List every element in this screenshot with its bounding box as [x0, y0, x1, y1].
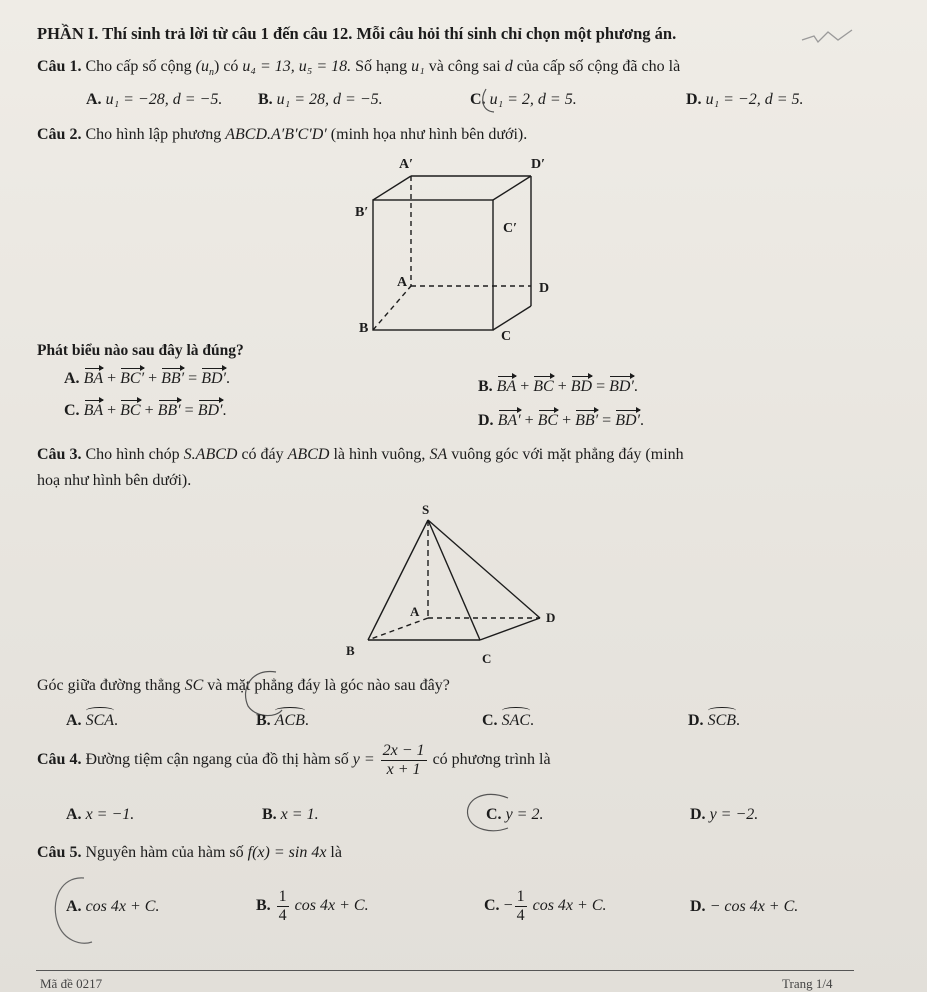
vector: BA′ — [497, 412, 521, 429]
option-letter: C. — [64, 402, 80, 419]
pyramid-figure — [340, 500, 580, 672]
angle-text: SCA — [85, 712, 115, 729]
vertex-d1: D′ — [531, 157, 546, 172]
option-letter: B. — [258, 91, 273, 108]
question-3-solid-name: S.ABCD — [183, 446, 238, 463]
vector: BD′ — [609, 378, 634, 395]
question-1-sequence: (u — [195, 58, 209, 75]
edge-sd — [428, 520, 540, 618]
option-text: cos 4x + C. — [85, 898, 160, 915]
vector: BB′ — [161, 370, 185, 387]
question-3-line2: hoạ như hình bên dưới). — [37, 472, 192, 489]
option-letter: D. — [686, 91, 702, 108]
option-letter: C. — [482, 712, 498, 729]
question-4-fn-lhs: y = — [352, 751, 375, 769]
vector: BC — [120, 402, 141, 419]
vector: BD′ — [615, 412, 641, 429]
question-5-option-a[interactable] — [66, 898, 159, 916]
question-5 — [37, 844, 342, 862]
question-2-label: Câu 2. — [37, 126, 82, 143]
question-2-text: Cho hình lập phương — [85, 126, 222, 143]
option-text: cos 4x + C. — [294, 897, 369, 915]
question-1-text: Cho cấp số cộng — [85, 58, 192, 75]
question-3-text-c: là hình vuông, — [333, 446, 426, 463]
cube-figure — [355, 154, 575, 344]
edge-sc — [428, 520, 480, 640]
vector: BD′ — [197, 402, 223, 419]
question-4-label: Câu 4. — [37, 751, 82, 769]
option-letter: D. — [478, 412, 494, 429]
option-text: − cos 4x + C. — [709, 898, 799, 915]
question-2-option-d[interactable]: D. BA′ + BC + BB′ = BD′. — [478, 412, 645, 429]
option-text: y = −2. — [709, 806, 759, 823]
question-2-text-b: (minh họa như hình bên dưới). — [330, 126, 528, 143]
question-4-option-a[interactable] — [66, 806, 134, 824]
vector: BA — [496, 378, 517, 395]
option-letter: A. — [64, 370, 80, 387]
question-4-text-b: có phương trình là — [432, 751, 551, 769]
option-letter: A. — [66, 712, 82, 729]
option-text: u₁ = 2, d = 5. — [489, 91, 577, 108]
question-2-option-b[interactable]: B. BA + BC + BD = BD′. — [478, 378, 638, 395]
option-fraction — [277, 888, 289, 925]
question-5-text: Nguyên hàm của hàm số — [85, 844, 244, 861]
option-letter: D. — [688, 712, 704, 729]
vector: BD — [570, 378, 593, 395]
option-letter: C. — [486, 806, 502, 823]
cube-edge-b1a1 — [373, 176, 411, 200]
question-1-text-c: Số hạng — [355, 58, 408, 75]
question-2-prompt: Phát biểu nào sau đây là đúng? — [37, 342, 244, 359]
fraction-numerator: 1 — [516, 888, 525, 905]
option-text: y = 2. — [505, 806, 544, 823]
option-letter: C. — [484, 897, 500, 915]
question-3-text-b: có đáy — [241, 446, 284, 463]
fraction-denominator: 4 — [516, 907, 525, 924]
question-1-text-b: ) có — [213, 58, 239, 75]
question-2-solid-name: ABCD.A′B′C′D′ — [225, 126, 327, 143]
question-3-prompt-b: và mặt phẳng đáy là góc nào sau đây? — [207, 677, 450, 694]
question-3 — [37, 446, 684, 464]
question-3-prompt — [37, 677, 450, 695]
option-letter: C. — [470, 91, 486, 108]
fraction-numerator: 2x − 1 — [382, 742, 425, 759]
question-3-option-a[interactable]: A. SCA. — [66, 712, 119, 729]
option-text: cos 4x + C. — [532, 897, 607, 915]
vertex-d: D — [539, 281, 550, 296]
question-4-option-b[interactable] — [262, 806, 319, 824]
question-4-option-d[interactable] — [690, 806, 758, 824]
option-text: u₁ = −28, d = −5. — [105, 91, 223, 108]
footer-rule — [36, 970, 854, 971]
question-3-label: Câu 3. — [37, 446, 82, 463]
option-letter: D. — [690, 806, 706, 823]
vertex-c: C — [482, 651, 492, 666]
option-letter: B. — [256, 897, 271, 915]
question-1-given: u₄ = 13, u₅ = 18. — [242, 58, 352, 75]
option-letter: A. — [86, 91, 102, 108]
vector: BA — [83, 402, 104, 419]
question-5-option-c[interactable] — [484, 888, 607, 925]
question-4-text: Đường tiệm cận ngang của đồ thị hàm số — [85, 751, 349, 769]
option-letter: A. — [66, 898, 82, 915]
question-1-text-e: của cấp số cộng đã cho là — [516, 58, 681, 75]
vector: BC — [533, 378, 554, 395]
question-1-u1: u₁ — [411, 58, 425, 75]
question-1-option-a[interactable] — [86, 91, 222, 109]
question-2 — [37, 126, 527, 144]
vertex-a1: A′ — [399, 157, 414, 172]
section-header: PHẦN I. Thí sinh trả lời từ câu 1 đến câu 12. Mỗi câu hỏi thí sinh chỉ chọn một phương án. — [37, 24, 677, 43]
scribble-mark — [798, 26, 858, 46]
question-4-option-c[interactable] — [486, 806, 543, 824]
question-1-text-d: và công sai — [428, 58, 501, 75]
vertex-b: B — [359, 321, 369, 336]
vertex-a: A — [410, 604, 420, 619]
cube-front-face — [373, 200, 493, 330]
option-letter: B. — [262, 806, 277, 823]
question-2-option-a[interactable]: A. BA + BC′ + BB′ = BD′. — [64, 370, 231, 387]
question-1-option-b[interactable] — [258, 91, 383, 109]
question-3-text: Cho hình chóp — [85, 446, 180, 463]
option-text: x = −1. — [85, 806, 135, 823]
fraction-denominator: 4 — [278, 907, 287, 924]
question-5-label: Câu 5. — [37, 844, 82, 861]
question-1 — [37, 58, 680, 78]
question-5-fn: f(x) = sin 4x — [247, 844, 327, 861]
option-letter: A. — [66, 806, 82, 823]
question-3-base: ABCD — [287, 446, 330, 463]
vertex-c1: C′ — [503, 221, 518, 236]
angle-text: SCB — [707, 712, 737, 729]
vertex-s: S — [422, 502, 430, 517]
question-1-option-d[interactable] — [686, 91, 804, 109]
fraction-denominator: x + 1 — [386, 761, 421, 778]
option-text: u₁ = 28, d = −5. — [276, 91, 383, 108]
angle-text: SAC — [501, 712, 531, 729]
vertex-b: B — [346, 643, 355, 658]
cube-edge-cd — [493, 306, 531, 330]
footer-page-number: Trang 1/4 — [782, 976, 833, 991]
option-letter: D. — [690, 898, 706, 915]
option-letter: B. — [256, 712, 271, 729]
question-1-label: Câu 1. — [37, 58, 82, 75]
question-3-option-b[interactable]: B. ACB. — [256, 712, 309, 729]
option-text: u₁ = −2, d = 5. — [705, 91, 804, 108]
vector: BA — [83, 370, 104, 387]
vector: BB′ — [575, 412, 599, 429]
vector: BC — [537, 412, 559, 429]
question-1-option-c[interactable] — [470, 91, 577, 109]
vertex-d: D — [546, 610, 556, 625]
question-1-d: d — [504, 58, 513, 75]
edge-cd — [480, 618, 540, 640]
question-2-option-c[interactable]: C. BA + BC + BB′ = BD′. — [64, 402, 227, 419]
option-text: x = 1. — [280, 806, 319, 823]
question-5-text-b: là — [330, 844, 342, 861]
question-3-sc: SC — [184, 677, 204, 694]
vector: BC′ — [120, 370, 145, 387]
question-4 — [37, 742, 551, 779]
vector: BB′ — [157, 402, 181, 419]
question-4-fraction — [381, 742, 427, 779]
vertex-b1: B′ — [355, 205, 369, 220]
vertex-c: C — [501, 329, 512, 344]
question-5-option-d[interactable] — [690, 898, 798, 916]
vertex-a: A — [397, 275, 408, 290]
cube-edge-c1d1 — [493, 176, 531, 200]
question-3-option-d[interactable]: D. SCB. — [688, 712, 741, 729]
question-1-sequence-sub: n — [208, 67, 214, 79]
question-3-text-d: vuông góc với mặt phẳng đáy (minh — [451, 446, 684, 463]
vector: BD′ — [201, 370, 227, 387]
question-3-sa: SA — [429, 446, 448, 463]
fraction-numerator: 1 — [278, 888, 287, 905]
cube-edge-ab-hidden — [373, 286, 411, 330]
option-fraction — [515, 888, 527, 925]
question-3-prompt-a: Góc giữa đường thẳng — [37, 677, 181, 694]
question-5-option-b[interactable] — [256, 888, 369, 925]
angle-text: ACB — [274, 712, 305, 729]
footer-exam-code: Mã đề 0217 — [40, 976, 103, 991]
option-sign: − — [503, 897, 513, 915]
question-3-option-c[interactable]: C. SAC. — [482, 712, 535, 729]
option-letter: B. — [478, 378, 493, 395]
